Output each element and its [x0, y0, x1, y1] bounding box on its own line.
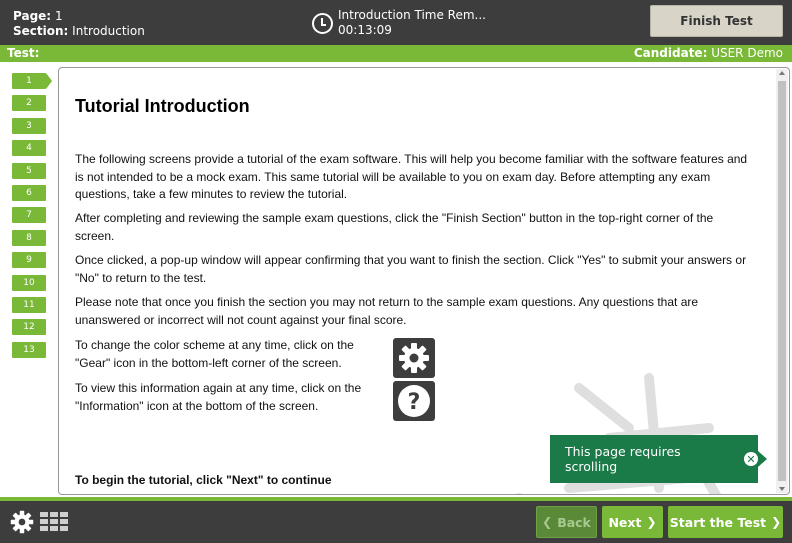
intro-paragraph: The following screens provide a tutorial of the exam software. This will help you become familiar with the software features and is not intended to be a mock exam. This same tutorial will be available to you on exam day. Before attempting any exam questions, take a few minutes to review the tutorial. — [75, 152, 748, 201]
start-label: Start the Test — [669, 514, 767, 530]
svg-text:?: ? — [407, 390, 421, 415]
top-header — [0, 0, 792, 45]
gear-icon[interactable] — [10, 510, 34, 539]
content-panel — [58, 67, 790, 495]
question-nav-item[interactable]: 12 — [12, 319, 46, 335]
grid-icon[interactable] — [40, 512, 70, 537]
question-nav-item[interactable]: 9 — [12, 252, 46, 268]
question-nav-item[interactable]: 3 — [12, 118, 46, 134]
question-nav-item[interactable]: 4 — [12, 140, 46, 156]
gear-icon — [393, 338, 435, 378]
next-button[interactable] — [602, 506, 663, 538]
no-return-paragraph: Please note that once you finish the section you may not return to the sample exam questions. Any questions that are unanswered or incorrect will not count against your final score. — [75, 295, 699, 327]
question-nav-item[interactable]: 6 — [12, 185, 46, 201]
popup-paragraph: Once clicked, a pop-up window will appear confirming that you want to finish the section. Click "Yes" to submit your answers or "No" to return to the test. — [75, 253, 747, 285]
color-scheme-paragraph: To change the color scheme at any time, click on the "Gear" icon in the bottom-left corner of the screen. — [75, 338, 354, 370]
scroll-notice-text: This page requires scrolling — [565, 444, 681, 474]
time-remaining — [312, 8, 486, 38]
finish-section-paragraph: After completing and reviewing the sample exam questions, click the "Finish Section" button in the top-right corner of the screen. — [75, 211, 714, 243]
timer-value: 00:13:09 — [338, 23, 392, 37]
question-nav-item[interactable]: 2 — [12, 95, 46, 111]
clock-icon — [312, 13, 333, 34]
candidate-label: Candidate: — [633, 46, 708, 60]
timer-title: Introduction Time Rem... — [338, 8, 486, 22]
back-label: Back — [557, 514, 591, 530]
footer-bar — [0, 501, 792, 543]
question-nav-item[interactable]: 5 — [12, 163, 46, 179]
scroll-down-icon[interactable] — [779, 487, 785, 491]
chevron-right-icon: ❯ — [646, 515, 657, 529]
back-button[interactable] — [536, 506, 597, 538]
page-label: Page: — [13, 9, 52, 23]
section-name: Introduction — [72, 24, 145, 38]
scroll-up-icon[interactable] — [779, 71, 785, 75]
question-nav-item[interactable]: 7 — [12, 207, 46, 223]
chevron-left-icon: ❮ — [542, 515, 553, 529]
test-info-bar — [0, 45, 792, 62]
section-label: Section: — [13, 24, 69, 38]
question-nav-item[interactable]: 10 — [12, 275, 46, 291]
question-nav-item[interactable]: 11 — [12, 297, 46, 313]
close-icon[interactable]: ✕ — [744, 452, 758, 466]
finish-test-button[interactable]: Finish Test — [650, 5, 783, 37]
page-number: 1 — [54, 9, 63, 23]
question-nav-item[interactable]: 13 — [12, 342, 46, 358]
question-nav-item[interactable]: 1 — [12, 73, 46, 89]
begin-instruction: To begin the tutorial, click "Next" to continue — [75, 473, 332, 487]
candidate-info — [634, 46, 783, 60]
test-label: Test: — [7, 46, 40, 60]
next-label: Next — [608, 514, 642, 530]
candidate-name: USER Demo — [711, 46, 783, 60]
question-nav-item[interactable]: 8 — [12, 230, 46, 246]
information-paragraph: To view this information again at any time, click on the "Information" icon at the bottom of the screen. — [75, 381, 362, 413]
info-icon — [393, 381, 435, 421]
question-nav — [12, 73, 48, 364]
scroll-notice — [550, 435, 758, 483]
chevron-right-icon: ❯ — [771, 515, 782, 529]
page-title: Tutorial Introduction — [75, 96, 250, 116]
page-info — [13, 9, 145, 39]
start-test-button[interactable] — [668, 506, 783, 538]
scrollbar-thumb[interactable] — [778, 81, 786, 481]
